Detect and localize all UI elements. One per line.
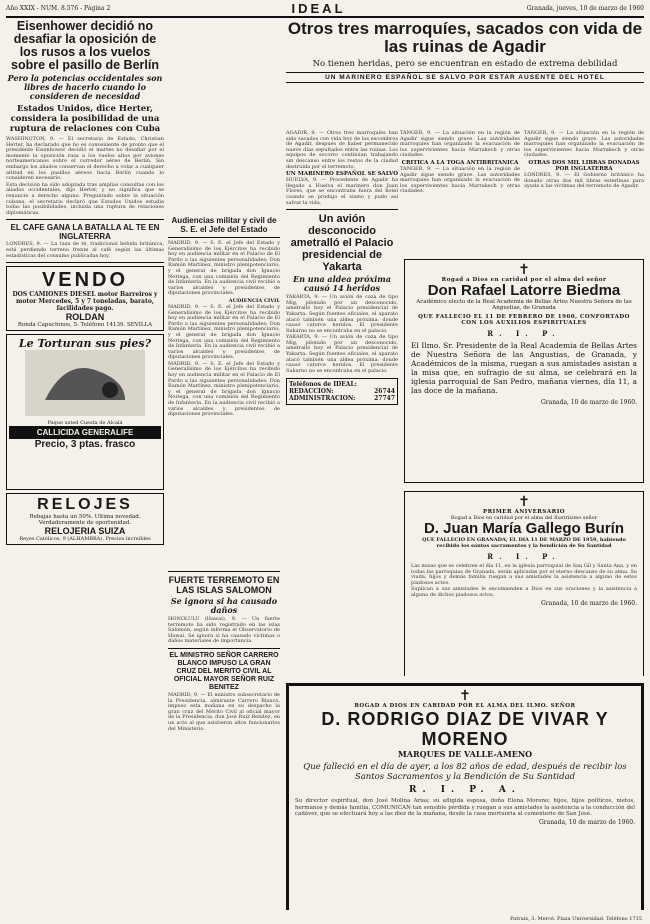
cuba-subhead: Estados Unidos, dice Herter, considera la posibilidad de una ruptura de relaciones con Cuba [9,104,161,134]
quake-headline: FUERTE TERREMOTO EN LAS ISLAS SALOMON [168,575,280,595]
divider [6,219,164,220]
foot-illustration-icon [25,350,145,416]
eisenhower-body-1: WASHINGTON, 9. — El secretario de Estado, Christian Herter, ha declarado que no es conveniente de pronto que el presidente Eisenhower decidió el martes no desafiar por el momento la oposición rusa a los vuelos altos por aviones norteamericanos sobre el corredor aéreo de Berlín. Sin embargo los aliados conservan el derecho a volar a cualquier altitud en los pasillos aéreos hacia Berlín cuando lo consideren necesario. [6,136,164,182]
right-stories [400,130,644,250]
notice-valleameno-line: Que falleció en el día de ayer, a los 82 años de edad, después de recibir los Santos Sacramentos y la Bendición de Su Santidad [303,762,627,782]
notice-valleameno [286,680,644,910]
phone-label: ADMINISTRACION: [289,395,356,403]
audiences-headline: Audiencias militar y civil de S. E. el Jefe del Estado [171,216,277,234]
phone-number: 26744 [374,388,395,396]
notice-gallego [404,488,644,676]
notice-latorre-role: Académico electo de la Real Academia de Bellas Artes Nuestra Señora de las Angustias, de Granada [416,299,632,311]
notice-valleameno-body: Su director espiritual, don José Molina Arias; su afligida esposa, doña Elena Moreno; hijos, hijos políticos, nietos, hermanos y demás familia, COMUNICAN tan sensible pérdida y ruegan a sus amistades la asistencia a la conducción del cadáver, que se efectuará hoy a las diez de la mañana, desde la casa mortuoria al cementerio de San José. [295,798,635,817]
right-story-a [400,130,520,196]
relojes-ad [6,493,164,545]
audiences-body-extra: MADRID, 9. — S. E. el Jefe del Estado y Generalísimo de los Ejércitos ha recibido hoy en audiencia militar en el Palacio de El Pardo a las siguientes personalidades: Don Ramón Martínez, ministro plenipotenciario, y el general de brigada don Ignacio Noriega, con una comisión del Regimiento de Infantería. En la audiencia civil recibió a varios alcaldes y presidentes de diputaciones provinciales. [168,360,280,418]
phones-box [286,378,398,405]
phone-row [289,388,395,395]
britain-headline: CRITICA A LA TOGA ANTIBRITANICA [401,159,519,166]
left-column [6,20,164,918]
cafe-headline: EL CAFE GANA LA BATALLA AL TE EN INGLATERRA [10,223,160,242]
agadir-body-1: AGADIR, 9. — Otros tres marroquíes han sido sacados con vida hoy de los escombros de Agadir, después de haber permanecido nueve días sepultados entre las ruinas. Los equipos de socorro continúan trabajando sin descanso entre los restos de la ciudad destruida por el terremoto. [286,130,398,170]
issue-date: Granada, jueves, 10 de marzo de 1960 [526,4,644,12]
relojes-address: Reyes Católicos, 9 (ALHAMBRA). Precios increíbles [19,536,151,543]
vendo-name: ROLDAN [65,312,105,323]
notice-latorre-died: QUE FALLECIO EL 11 DE FEBRERO DE 1960, CONFORTADO CON LOS AUXILIOS ESPIRITUALES [418,314,630,326]
divider [168,571,280,572]
plane-deck: En una aldea próxima causó 14 heridos [293,274,391,294]
notice-latorre-name: Don Rafael Latorre Biedma [427,282,621,299]
audiences-civil: AUDIENCIA CIVIL [228,297,280,304]
page-header [6,0,644,18]
relojes-title: RELOJES [37,496,133,514]
agadir-body-2: HUELVA, 9. — Procedente de Agadir ha llegado a Huelva el marinero don Juan Flores, que se encontraba fuera del hotel cuando se produjo el sismo y pudo así salvar la vida. [286,177,398,206]
masthead-logo: IDEAL [291,0,346,16]
cross-body: MADRID, 9. — El ministro subsecretario de la Presidencia, almirante Carrero Blanco, impuso esta mañana en su despacho la gran cruz del Mérito Civil al oficial mayor de la Presidencia, don José Ruiz Benítez, en un acto al que asistieron altos funcionarios del Ministerio. [168,691,280,732]
notice-gallego-name: D. Juan María Gallego Burín [423,520,625,537]
notice-gallego-date: Granada, 10 de marzo de 1960. [540,599,637,607]
libras-headline: OTRAS DOS MIL LIBRAS DONADAS POR INGLATERRA [528,159,640,172]
quake-deck: Se ignora si ha causado daños [170,596,278,615]
notice-valleameno-name: D. RODRIGO DIAZ DE VIVAR Y MORENO [321,709,609,749]
callicida-price: Precio, 3 ptas. frasco [34,439,136,451]
agadir-deck: No tienen heridas, pero se encuentran en estado de extrema debilidad [312,59,618,69]
agadir-column [286,130,398,550]
agadir-headline: Otros tres marroquíes, sacados con vida de las ruinas de Agadir [287,20,643,56]
right-story-columns [400,130,644,196]
callicida-brand: CALLICIDA GENERALIFE [9,426,161,439]
vendo-address: Ronda Capuchinos, 5. Teléfono 14139. SEVILLA [17,322,153,329]
notice-latorre-title: Rogad a Dios en caridad por el alma del señor [441,277,607,283]
eisenhower-body-2: Esta decisión ha sido adoptada tras amplias consultas con los aliados occidentales, dijo Herter, y no significa que se renuncie a derecho alguno. Preguntado sobre la situación cubana, el secretario declaró que Estados Unidos estudia todas las posibilidades, incluida una ruptura de relaciones diplomáticas. [6,181,164,216]
tanger-body-b: TANGER, 9. — La situación en la región de Agadir sigue siendo grave. Las autoridades marroquíes han organizado la evacuación de los supervivientes hacia Marrakech y otras ciudades. [524,130,644,159]
audiences-body: MADRID, 9. — S. E. el Jefe del Estado y Generalísimo de los Ejércitos ha recibido hoy en audiencia militar en el Palacio de El Pardo a las siguientes personalidades: Don Ramón Martínez, ministro plenipotenciario, y el general de brigada don Ignacio Noriega, con una comisión del Regimiento de Infantería. En la audiencia civil recibió a varios alcaldes y presidentes de diputaciones provinciales. [168,240,280,297]
notice-valleameno-box [286,683,644,910]
plane-headline: Un avión desconocido ametralló el Palacio presidencial de Yakarta [290,213,394,274]
vendo-ad [6,266,164,331]
phones-title: Teléfonos de IDEAL: [289,381,357,389]
divider [286,209,398,210]
callicida-title: Le Torturan sus pies? [18,337,152,351]
notice-latorre-box [404,259,644,483]
vendo-text: DOS CAMIONES DIESEL motor Barreiros y motor Mercedes, 5 y 7 toneladas, barato, facilidades pago. [12,291,158,313]
cafe-body: LONDRES, 9. — La taza de té, tradicional bebida británica, está perdiendo terreno frente al café según las últimas estadísticas del consumo publicadas hoy. [6,241,164,259]
printer-footer: Patraix, 3. Mercé. Plaza Universidad. Teléfono 1715 [510,916,642,922]
divider [168,237,280,238]
cross-headline: EL MINISTRO SEÑOR CARRERO BLANCO IMPUSO LA GRAN CRUZ DEL MERITO CIVIL AL OFICIAL MAYOR SEÑOR RUIZ BENITEZ [169,651,279,691]
notice-latorre [404,256,644,484]
phone-label: REDACCION: [289,388,334,396]
notice-gallego-died: QUE FALLECIO EN GRANADA, EL DIA 11 DE MARZO DE 1959, habiendo recibido los santos sacramentos y la bendición de Su Santidad [422,537,626,549]
eisenhower-headline: Eisenhower decidió no desafiar la oposición de los rusos a los vuelos sobre el pasillo de Berlín [11,20,159,72]
notice-valleameno-rip: R. I. P. A. [409,785,521,795]
notice-valleameno-date: Granada, 10 de marzo de 1960. [538,818,635,826]
notice-gallego-title: Rogad a Dios en caridad por el alma del Ilustrísimo señor [450,515,598,521]
notice-gallego-anniv: PRIMER ANIVERSARIO [482,509,566,515]
relojes-text: Rebajas hasta un 50%. Ultima novedad. Verdaderamente de oportunidad. [29,514,141,527]
cross-icon: ✝ [518,494,530,510]
notice-latorre-rip: R. I. P. [487,329,561,338]
cross-icon: ✝ [518,262,530,278]
middle-column-upper [168,216,280,561]
cross-icon: ✝ [459,688,471,704]
middle-column-lower [168,568,280,918]
libras-body: LONDRES, 9. — El Gobierno británico ha donado otras dos mil libras esterlinas para ayuda a las víctimas del terremoto de Agadir. [524,171,644,190]
notice-valleameno-title2: MARQUES DE VALLE-AMENO [397,749,533,759]
eisenhower-deck: Pero la potencias occidentales son libres de hacerlo cuando lo consideren de necesidad [7,73,163,101]
tanger-body-more: TANGER, 9. — La situación en la región de Agadir sigue siendo grave. Las autoridades marroquíes han organizado la evacuación de los supervivientes hacia Marrakech y otras ciudades. [400,165,520,195]
notice-latorre-body: El Ilmo. Sr. Presidente de la Real Academia de Bellas Artes de Nuestra Señora de las Angustias, de Granada, y Académicos de la misma, ruegan a sus amistades asistan a la misa que, en sufragio de su alma, se celebrará en la iglesia parroquial de San Pedro, mañana viernes, día 11, a las doce de la mañana. [411,341,637,395]
right-story-b [524,130,644,196]
vendo-title: VENDO [41,269,129,292]
divider [168,648,280,649]
sailor-bar: UN MARINERO ESPAÑOL SE SALVO POR ESTAR AUSENTE DEL HOTEL [286,72,644,83]
notice-valleameno-title: ROGAD A DIOS EN CARIDAD POR EL ALMA DEL ILMO. SEÑOR [354,703,576,709]
notice-gallego-thanks: Suplican a sus amistades le encomienden a Dios en sus oraciones y la asistencia a alguno de dichos piadosos actos. [411,586,637,598]
relojes-shop: RELOJERIA SUIZA [44,526,126,537]
notice-latorre-date: Granada, 10 de marzo de 1960. [540,399,637,406]
phone-row [289,395,395,402]
issue-info: Año XXIX - NUM. 8.576 - Página 2 [6,4,111,12]
callicida-caption: Paque usted Cuesta de Alcalá [47,420,123,427]
phone-number: 27747 [374,395,395,403]
tanger-body: TANGER, 9. — La situación en la región de Agadir sigue siendo grave. Las autoridades marroquíes han organizado la evacuación de los supervivientes hacia Marrakech y otras ciudades. [400,130,520,159]
plane-body: YAKARTA, 9. — Un avión de caza de tipo Mig, pilotado por un desconocido, ametralló hoy el Palacio presidencial de Yakarta. Según fuentes oficiales, el aparato atacó también una aldea próxima, donde causó catorce heridos. El presidente Sukarno no se encontraba en el palacio. [286,294,398,334]
divider [6,262,164,263]
notice-gallego-body: Las misas que se celebren el día 11, en la iglesia parroquial de San Gil y Santa Ana, y en todas las parroquias de Granada, serán aplicadas por el eterno descanso de su alma. Su viuda, hijos y demás familia ruegan a sus amistades la asistencia a alguno de estos piadosos actos. [411,563,637,586]
agadir-story [286,20,644,86]
notice-gallego-box [404,491,644,676]
audiences-body-more: MADRID, 9. — S. E. el Jefe del Estado y Generalísimo de los Ejércitos ha recibido hoy en audiencia militar en el Palacio de El Pardo a las siguientes personalidades: Don Ramón Martínez, ministro plenipotenciario, y el general de brigada don Ignacio Noriega, con una comisión del Regimiento de Infantería. En la audiencia civil recibió a varios alcaldes y presidentes de diputaciones provinciales. [168,303,280,361]
callicida-ad [6,334,164,490]
quake-body: HONOLULU (Hawai), 9. — Un fuerte terremoto ha sido registrado en las islas Salomón, según informa el Observatorio de Hawai. Se ignora si ha causado víctimas o daños materiales de importancia. [168,616,280,645]
sailor-subhead: UN MARINERO ESPAÑOL SE SALVO [286,171,398,178]
plane-body-more: YAKARTA, 9. — Un avión de caza de tipo Mig, pilotado por un desconocido, ametralló hoy el Palacio presidencial de Yakarta. Según fuentes oficiales, el aparato atacó también una aldea próxima, donde causó catorce heridos. El presidente Sukarno no se encontraba en el palacio. [286,334,398,374]
notice-gallego-rip: R. I. P. [487,552,561,561]
